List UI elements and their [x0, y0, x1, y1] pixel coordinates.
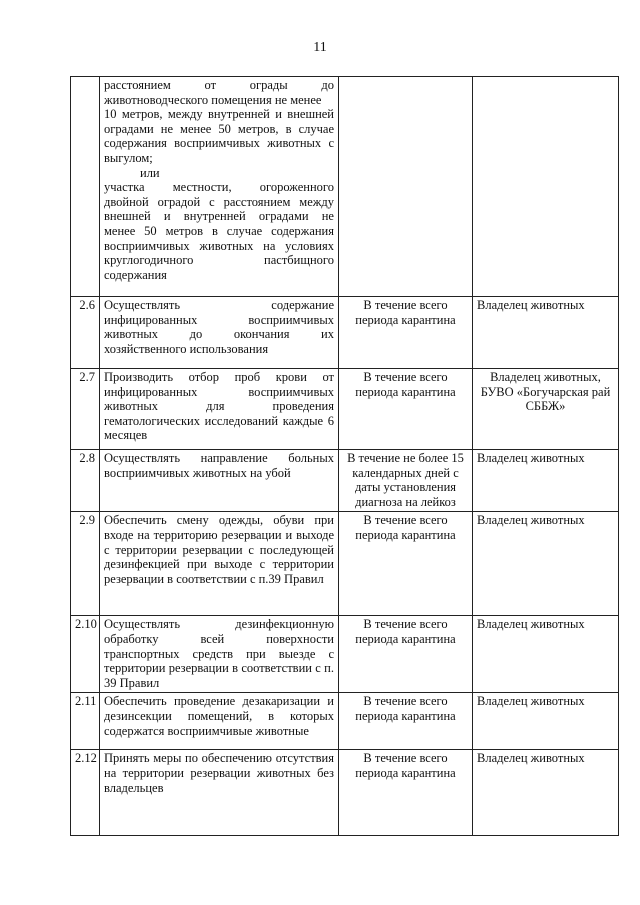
- table-row: [71, 297, 619, 369]
- responsible-cell: Владелец животных: [473, 512, 619, 616]
- measure-cell: Обеспечить проведение дезакаризации и дезинсекции помещений, в которых содержатся восприимчивые животные: [100, 693, 339, 750]
- table-row: [71, 77, 619, 297]
- measures-table: [70, 76, 619, 836]
- measure-cell: Осуществлять содержание инфицированных восприимчивых животных до окончания их хозяйственного использования: [100, 297, 339, 369]
- table-row: [71, 693, 619, 750]
- row-number: 2.7: [71, 369, 100, 450]
- responsible-cell: Владелец животных, БУВО «Богучарская рай СББЖ»: [473, 369, 619, 450]
- measure-cell: Обеспечить смену одежды, обуви при входе на территорию резервации и выходе с территории резервации с последующей дезинфекцией при выходе с территории резервации в соответствии с п.39 Правил: [100, 512, 339, 616]
- row-number: 2.6: [71, 297, 100, 369]
- measure-line: участка местности, огороженного: [104, 180, 334, 195]
- table-row: [71, 750, 619, 836]
- measure-line: выгулом;: [104, 150, 153, 165]
- term-cell: В течение всего периода карантина: [339, 616, 473, 693]
- term-cell: [339, 77, 473, 297]
- measure-line: оградами не менее 50 метров, в случае: [104, 121, 334, 136]
- table-row: [71, 450, 619, 512]
- table-row: [71, 369, 619, 450]
- row-number: 2.10: [71, 616, 100, 693]
- term-cell: В течение всего периода карантина: [339, 369, 473, 450]
- table-row: [71, 616, 619, 693]
- measure-line: содержания восприимчивых животных с: [104, 136, 334, 151]
- measure-line: животноводческого помещения не менее: [104, 92, 322, 107]
- measure-cell: Принять меры по обеспечению отсутствия на территории резервации животных без владельцев: [100, 750, 339, 836]
- responsible-cell: Владелец животных: [473, 297, 619, 369]
- measure-line: содержания: [104, 267, 167, 282]
- measure-line: двойной оградой с расстоянием между: [104, 194, 334, 209]
- row-number: 2.12: [71, 750, 100, 836]
- term-cell: В течение всего периода карантина: [339, 693, 473, 750]
- measure-line: восприимчивых животных на условиях: [104, 238, 334, 253]
- row-number: 2.11: [71, 693, 100, 750]
- measure-line: круглогодичного пастбищного: [104, 253, 334, 268]
- measure-line: 10 метров, между внутренней и внешней: [104, 107, 334, 122]
- measure-cell: Производить отбор проб крови от инфицированных восприимчивых животных для проведения гематологических исследований каждые 6 месяцев: [100, 369, 339, 450]
- term-cell: В течение всего периода карантина: [339, 750, 473, 836]
- row-number: [71, 77, 100, 297]
- measure-cell: Осуществлять направление больных восприимчивых животных на убой: [100, 450, 339, 512]
- term-cell: В течение всего периода карантина: [339, 512, 473, 616]
- page-number: 11: [313, 40, 327, 55]
- responsible-cell: Владелец животных: [473, 693, 619, 750]
- responsible-cell: [473, 77, 619, 297]
- responsible-cell: Владелец животных: [473, 450, 619, 512]
- measure-line: менее 50 метров в случае содержания: [104, 223, 334, 238]
- measure-cell: [100, 77, 339, 297]
- measure-line: расстоянием от ограды до: [104, 78, 334, 92]
- row-number: 2.9: [71, 512, 100, 616]
- measure-line: или: [140, 165, 160, 180]
- measure-line: внешней и внутренней оградами не: [104, 209, 334, 224]
- table-row: [71, 512, 619, 616]
- responsible-cell: Владелец животных: [473, 616, 619, 693]
- responsible-cell: Владелец животных: [473, 750, 619, 836]
- measure-cell: Осуществлять дезинфекционную обработку всей поверхности транспортных средств при выезде с территории резервации в соответствии с п. 39 Правил: [100, 616, 339, 693]
- term-cell: В течение всего периода карантина: [339, 297, 473, 369]
- term-cell: В течение не более 15 календарных дней с даты установления диагноза на лейкоз: [339, 450, 473, 512]
- row-number: 2.8: [71, 450, 100, 512]
